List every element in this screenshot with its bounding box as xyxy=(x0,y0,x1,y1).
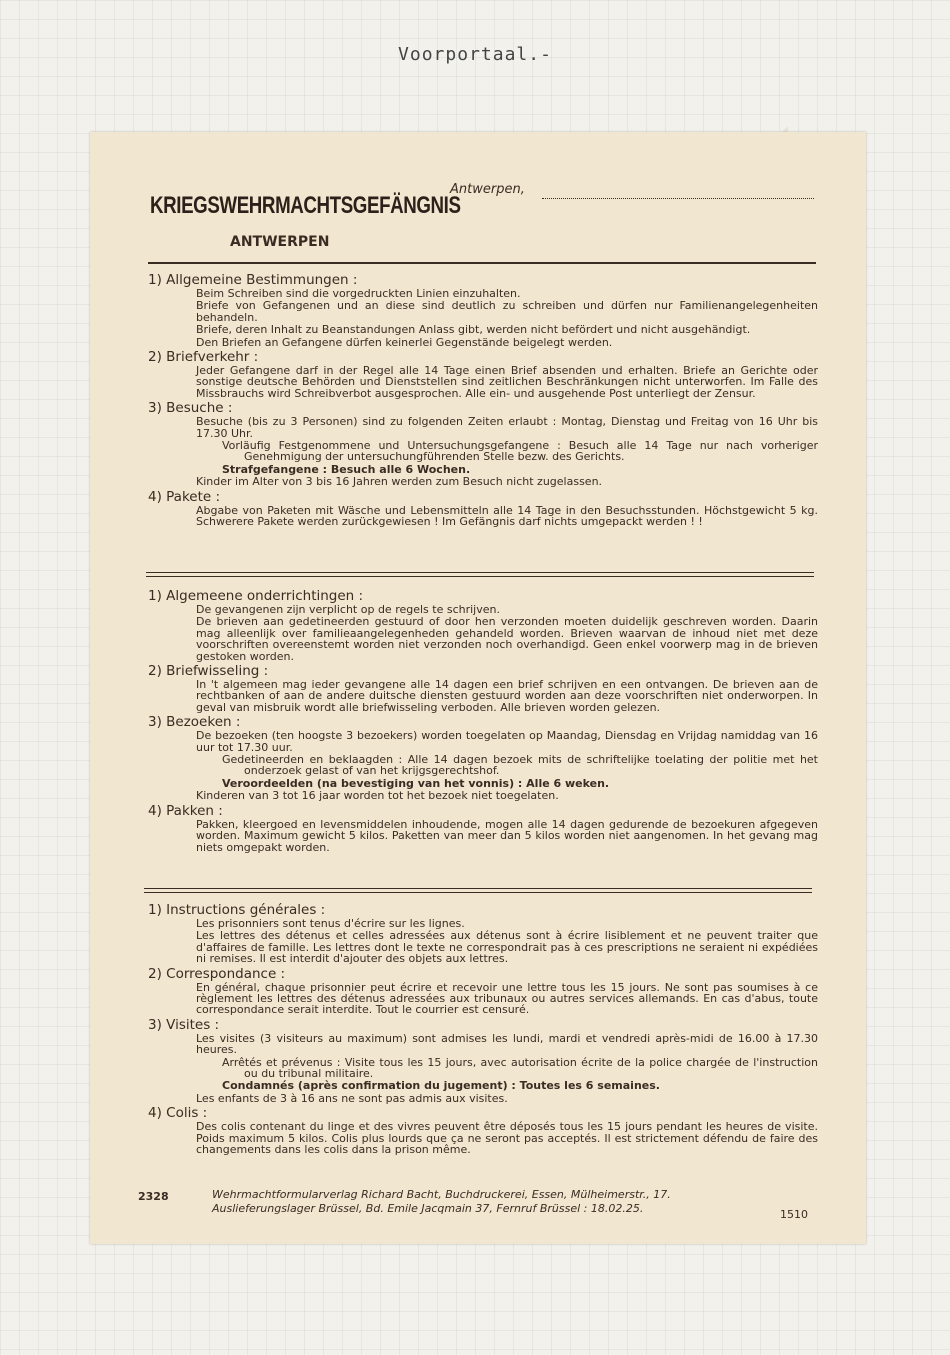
rule-subtext: Veroordeelden (na bevestiging van het vonnis) : Alle 6 weken. xyxy=(222,776,610,790)
rule-block xyxy=(148,902,818,965)
rule-text: En général, chaque prisonnier peut écrire et recevoir une lettre tous les 15 jours. Ne sont pas soumises à ce règlement les lettres des détenus adressées aux tribunaux ou autres services allemands. En cas d'abus, toute correspondance serait interdite. Tout le courrier est censuré. xyxy=(196,980,818,1017)
section-heading: 3) Besuche : xyxy=(148,400,233,417)
print-code: 1510 xyxy=(780,1208,808,1221)
rule-block xyxy=(148,349,818,399)
section-heading: 4) Colis : xyxy=(148,1105,208,1122)
section-heading: 4) Pakken : xyxy=(148,802,223,819)
rule-text: De gevangenen zijn verplicht op de regels te schrijven. xyxy=(196,603,500,616)
rule-text: Jeder Gefangene darf in der Regel alle 14 Tage einen Brief absenden und erhalten. Briefe an Gerichte oder sonstige deutsche Behörden und Dienststellen sind zeitlichen Beschränkungen nicht unterworfen. Im Falle des Missbrauchs wird Schreibverbot ausgesprochen. Alle ein- und ausgehende Post unterliegt der Zensur. xyxy=(196,364,818,400)
rule-text: Kinder im Alter von 3 bis 16 Jahren werden zum Besuch nicht zugelassen. xyxy=(196,475,603,489)
rule-text: Briefe, deren Inhalt zu Beanstandungen Anlass gibt, werden nicht befördert und nicht ausgehändigt. xyxy=(196,323,751,337)
publisher-line: Wehrmachtformularverlag Richard Bacht, Buchdruckerei, Essen, Mülheimerstr., 17. xyxy=(212,1188,671,1201)
section-heading: 3) Bezoeken : xyxy=(148,714,241,731)
rule-text: Les lettres des détenus et celles adressées aux détenus sont à écrire lisiblement et ne peuvent traiter que d'affaires de famille. Les lettres dont le texte ne correspondrait pas à ces prescriptions ne seraient ni expédiées ni remises. Il est interdit d'ajouter des objets aux lettres. xyxy=(196,929,818,966)
section-heading: 2) Correspondance : xyxy=(148,965,286,982)
rule-text: Beim Schreiben sind die vorgedruckten Linien einzuhalten. xyxy=(196,287,521,300)
form-number: 2328 xyxy=(138,1190,169,1203)
dutch-rules xyxy=(148,588,818,854)
section-heading: 1) Algemeene onderrichtingen : xyxy=(148,588,364,604)
prison-name: KRIEGSWEHRMACHTSGEFÄNGNIS xyxy=(150,192,461,219)
rule-block xyxy=(148,714,818,801)
rule-block xyxy=(148,588,818,662)
section-heading: 1) Instructions générales : xyxy=(148,902,326,918)
rule-text: Les visites (3 visiteurs au maximum) sont admises les lundi, mardi et vendredi après-midi de 16.00 à 17.30 heures. xyxy=(196,1031,818,1057)
rule-block xyxy=(148,1105,818,1155)
french-rules xyxy=(148,902,818,1157)
rule-text: In 't algemeen mag ieder gevangene alle 14 dagen een brief schrijven en een ontvangen. De brieven aan de rechtbanken of aan de andere duitsche diensten gestuurd worden aan deze voorschriften niet onderworpen. In geval van misbruik wordt alle briefwisseling verboden. Alle brieven worden gelezen. xyxy=(196,678,818,714)
section-heading: 4) Pakete : xyxy=(148,488,221,505)
header-rule xyxy=(148,262,816,264)
section-heading: 1) Allgemeine Bestimmungen : xyxy=(148,272,358,288)
rule-text: Les enfants de 3 à 16 ans ne sont pas admis aux visites. xyxy=(196,1091,508,1105)
rule-text: Kinderen van 3 tot 16 jaar worden tot het bezoek niet toegelaten. xyxy=(196,789,559,803)
rule-block xyxy=(148,489,818,528)
date-fill-line[interactable] xyxy=(542,188,814,199)
rule-text: De brieven aan gedetineerden gestuurd of door hen verzonden moeten duidelijk geschreven worden. Daarin mag alleenlijk over familieaangelegenheden gehandeld worden. Brieven waarvan de inhoud niet met deze voorschriften overeenstemt worden niet verzonden noch overhandigd. Geen enkel voorwerp mag in de brieven gestoken worden. xyxy=(196,615,818,663)
rule-block xyxy=(148,663,818,713)
rule-subtext: Gedetineerden en beklaagden : Alle 14 dagen bezoek mits de schriftelijke toelating der politie met het onderzoek gelast of van het krijgsgerechtshof. xyxy=(222,753,818,778)
rule-text: Besuche (bis zu 3 Personen) sind zu folgenden Zeiten erlaubt : Montag, Dienstag und Freitag von 16 Uhr bis 17.30 Uhr. xyxy=(196,415,818,440)
section-divider xyxy=(146,572,814,577)
rule-subtext: Strafgefangene : Besuch alle 6 Wochen. xyxy=(222,462,471,476)
rule-text: De bezoeken (ten hoogste 3 bezoekers) worden toegelaten op Maandag, Diensdag en Vrijdag namiddag van 16 uur tot 17.30 uur. xyxy=(196,729,818,754)
rule-text: Des colis contenant du linge et des vivres peuvent être déposés tous les 15 jours pendant les heures de visite. Poids maximum 5 kilos. Colis plus lourds que ça ne seront pas acceptés. Il est strictement défendu de faire des changements dans les colis dans la prison même. xyxy=(196,1120,818,1157)
section-heading: 2) Briefwisseling : xyxy=(148,663,269,680)
rule-text: Den Briefen an Gefangene dürfen keinerlei Gegenstände beigelegt werden. xyxy=(196,335,613,349)
place-date-label: Antwerpen, xyxy=(450,182,525,197)
section-heading: 2) Briefverkehr : xyxy=(148,349,259,366)
rule-block xyxy=(148,803,818,853)
album-page-header: Voorportaal.- xyxy=(398,44,552,65)
rule-text: Briefe von Gefangenen und an diese sind deutlich zu schreiben und dürfen nur Familienangelegenheiten behandeln. xyxy=(196,299,818,324)
rule-subtext: Condamnés (après confirmation du jugement) : Toutes les 6 semaines. xyxy=(222,1079,660,1093)
rule-text: Les prisonniers sont tenus d'écrire sur les lignes. xyxy=(196,917,465,930)
rule-text: Abgabe von Paketen mit Wäsche und Lebensmitteln alle 14 Tage in den Besuchsstunden. Höchstgewicht 5 kg. Schwerere Pakete werden zurückgewiesen ! Im Gefängnis darf nichts umgepackt werden ! ! xyxy=(196,503,818,529)
prison-city: ANTWERPEN xyxy=(230,234,330,250)
german-rules xyxy=(148,272,818,529)
section-heading: 3) Visites : xyxy=(148,1016,220,1033)
publisher-line: Auslieferungslager Brüssel, Bd. Emile Jacqmain 37, Fernruf Brüssel : 18.02.25. xyxy=(212,1202,644,1215)
rule-block xyxy=(148,1017,818,1104)
rule-text: Pakken, kleergoed en levensmiddelen inhoudende, mogen alle 14 dagen gedurende de bezoekuren afgegeven worden. Maximum gewicht 5 kilos. Paketten van meer dan 5 kilos worden niet aangenomen. In het gevang mag niets omgepakt worden. xyxy=(196,817,818,854)
rule-subtext: Vorläufig Festgenommene und Untersuchungsgefangene : Besuch alle 14 Tage nur nach vorheriger Genehmigung der untersuchungführenden Stelle bezw. des Gerichts. xyxy=(222,439,818,464)
prison-form-sheet xyxy=(90,132,866,1244)
rule-block xyxy=(148,966,818,1016)
rule-subtext: Arrêtés et prévenus : Visite tous les 15 jours, avec autorisation écrite de la police chargée de l'instruction ou du tribunal militaire. xyxy=(222,1055,818,1081)
rule-block xyxy=(148,400,818,487)
section-divider xyxy=(144,888,812,893)
rule-block xyxy=(148,272,818,348)
